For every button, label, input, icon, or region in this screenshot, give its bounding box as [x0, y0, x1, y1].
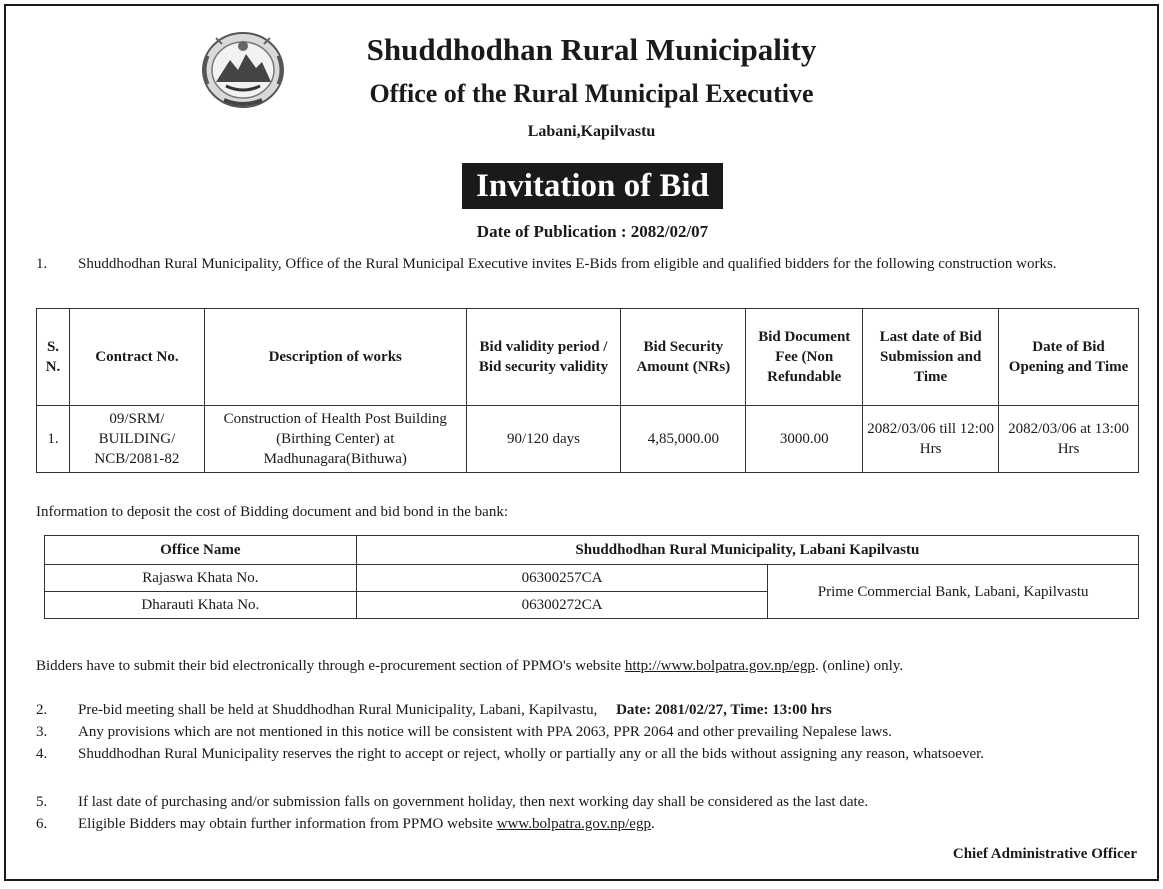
- notice-page: [4, 4, 1159, 881]
- account-number: 06300257CA: [356, 565, 768, 592]
- item-text: Any provisions which are not mentioned in this notice will be consistent with PPA 2063, PPR 2064 and other prevailing Nepalese laws.: [78, 724, 892, 740]
- item-text: [78, 814, 1136, 834]
- publication-date: Date of Publication : 2082/02/07: [476, 222, 709, 241]
- col-validity: Bid validity period / Bid security validity: [466, 309, 621, 406]
- cell-validity: 90/120 days: [466, 406, 621, 473]
- item-body: Eligible Bidders may obtain further information from PPMO website: [78, 816, 497, 832]
- bank-header-row: [45, 536, 1139, 565]
- banner-wrapper: [6, 163, 1157, 209]
- item-number: 3.: [36, 724, 48, 740]
- cell-contract: 09/SRM/ BUILDING/ NCB/2081-82: [69, 406, 204, 473]
- cell-description: Construction of Health Post Building (Birthing Center) at Madhunagara(Bithuwa): [204, 406, 466, 473]
- item-number: 1.: [36, 256, 48, 272]
- account-label: Dharauti Khata No.: [45, 592, 357, 619]
- list-item: [36, 744, 1136, 764]
- office-location: Labani,Kapilvastu: [527, 123, 656, 140]
- bolpatra-link[interactable]: www.bolpatra.gov.np/egp: [496, 816, 651, 832]
- bank-col-municipality: Shuddhodhan Rural Municipality, Labani Kapilvastu: [356, 536, 1138, 565]
- cell-security: 4,85,000.00: [621, 406, 746, 473]
- item-number: 2.: [36, 702, 48, 718]
- table-row: [37, 406, 1139, 473]
- item-text: [78, 700, 1136, 720]
- account-label: Rajaswa Khata No.: [45, 565, 357, 592]
- intro-item: [36, 254, 1136, 274]
- item-number: 5.: [36, 794, 48, 810]
- col-fee: Bid Document Fee (Non Refundable: [746, 309, 863, 406]
- cell-sn: 1.: [37, 406, 70, 473]
- list-item: [36, 700, 1136, 720]
- notice-header: [6, 6, 1157, 156]
- cell-opening: 2082/03/06 at 13:00 Hrs: [999, 406, 1139, 473]
- bank-col-office: Office Name: [45, 536, 357, 565]
- col-contract: Contract No.: [69, 309, 204, 406]
- signature: Chief Administrative Officer: [952, 846, 1137, 862]
- ppmo-link[interactable]: http://www.bolpatra.gov.np/egp: [624, 658, 815, 674]
- table-row: [45, 565, 1139, 592]
- bidders-note: [36, 656, 1139, 676]
- item-body: Pre-bid meeting shall be held at Shuddhodhan Rural Municipality, Labani, Kapilvastu,: [78, 702, 598, 718]
- bank-info-intro: Information to deposit the cost of Bidding document and bid bond in the bank:: [36, 504, 509, 520]
- col-last-date: Last date of Bid Submission and Time: [863, 309, 999, 406]
- invitation-banner: Invitation of Bid: [462, 163, 723, 209]
- list-item: [36, 792, 1136, 812]
- bidders-text: Bidders have to submit their bid electronically through e-procurement section of PPMO's website: [36, 658, 625, 674]
- bidders-tail: . (online) only.: [814, 658, 904, 674]
- municipality-title: Shuddhodhan Rural Municipality: [366, 32, 817, 67]
- col-security: Bid Security Amount (NRs): [621, 309, 746, 406]
- item-number: 4.: [36, 746, 48, 762]
- item-text: Shuddhodhan Rural Municipality reserves the right to accept or reject, wholly or partially any or all the bids without assigning any reason, whatsoever.: [78, 746, 985, 762]
- account-number: 06300272CA: [356, 592, 768, 619]
- pre-bid-date: Date: 2081/02/27, Time: 13:00 hrs: [616, 702, 832, 718]
- bank-table: [44, 535, 1139, 619]
- works-header-row: [37, 309, 1139, 406]
- bank-name: Prime Commercial Bank, Labani, Kapilvastu: [768, 565, 1139, 619]
- col-description: Description of works: [204, 309, 466, 406]
- item-tail: .: [650, 816, 655, 832]
- office-title: Office of the Rural Municipal Executive: [369, 79, 814, 108]
- col-sn: S. N.: [37, 309, 70, 406]
- col-opening: Date of Bid Opening and Time: [999, 309, 1139, 406]
- list-item: [36, 722, 1136, 742]
- item-number: 6.: [36, 816, 48, 832]
- cell-last-date: 2082/03/06 till 12:00 Hrs: [863, 406, 999, 473]
- works-table: [36, 308, 1139, 473]
- list-item: [36, 814, 1136, 834]
- cell-fee: 3000.00: [746, 406, 863, 473]
- item-text: If last date of purchasing and/or submission falls on government holiday, then next working day shall be considered as the last date.: [78, 794, 869, 810]
- item-text: Shuddhodhan Rural Municipality, Office of the Rural Municipal Executive invites E-Bids from eligible and qualified bidders for the following construction works.: [78, 256, 1057, 272]
